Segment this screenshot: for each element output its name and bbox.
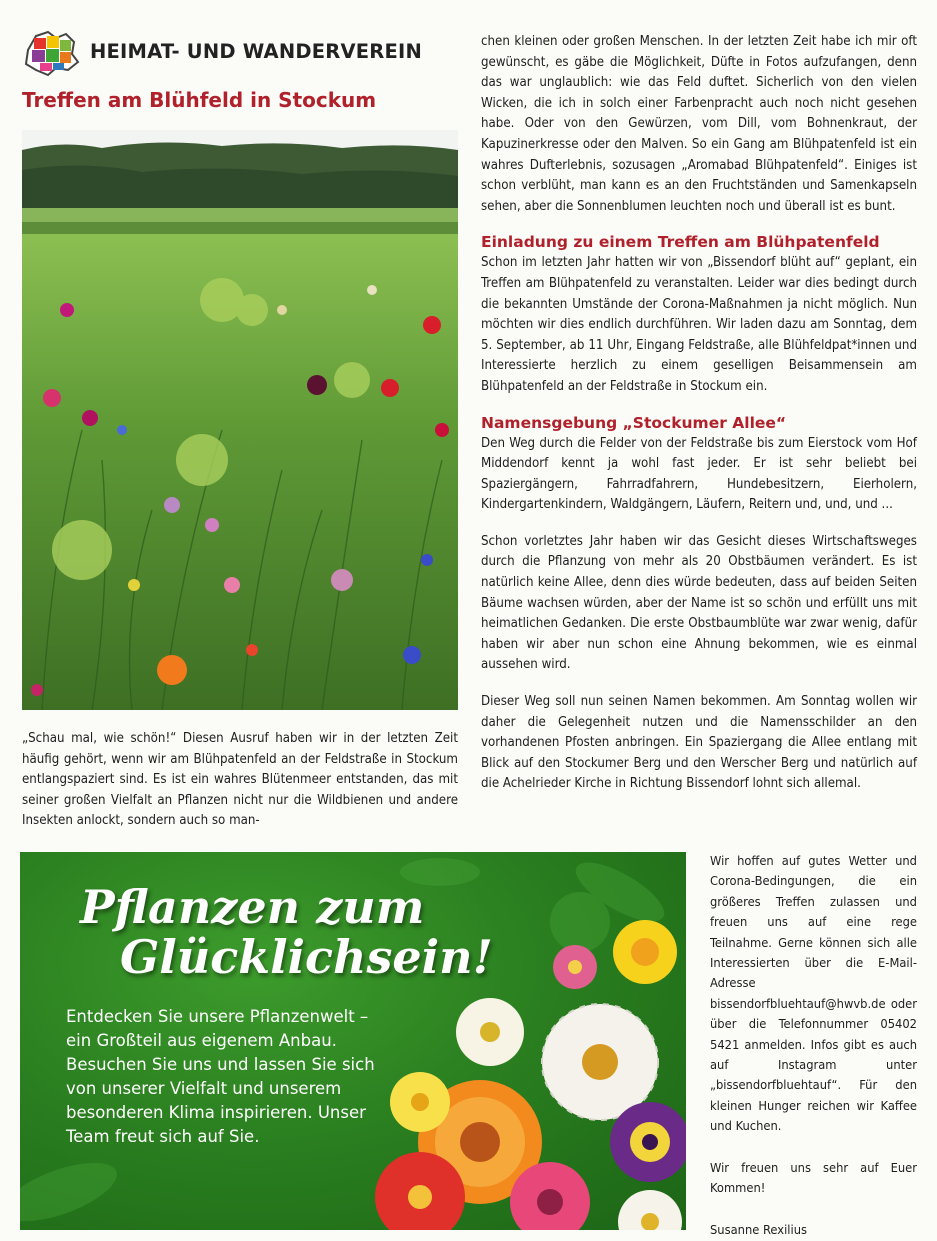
ad-body-text: Entdecken Sie unsere Pflanzenwelt – ein Großteil aus eigenem Anbau. Besuchen Sie uns und lassen Sie sich von unserer Vielfalt und unserem besonderen Klima inspirieren. Unser Team freut sich auf Sie. [66,1007,375,1146]
flower-field-photo [22,130,458,710]
region-map-logo-icon [22,28,80,78]
section-text-naming-2: Schon vorletztes Jahr haben wir das Gesicht dieses Wirtschaftsweges durch die Pflanzung von mehr als 20 Obstbäumen verändert. Es ist natürlich keine Allee, denn dies würde bedeuten, dass auf beiden Seiten Bäume wachsen würden, aber der Name ist so schön und erfüllt uns mit heimatlichen Gedanken. Die erste Obstbaumblüte war zwar wenig, dafür haben wir aber nun schon eine Ahnung bekommen, wie es einmal aussehen wird. [481,533,917,673]
section-text-invitation: Schon im letzten Jahr hatten wir von „Bissendorf blüht auf“ geplant, ein Treffen am Blühpatenfeld zu veranstalten. Leider war dies bedingt durch die bekannten Umstände der Corona-Maßnahmen ja nicht möglich. Nun möchten wir dies endlich durchführen. Wir laden dazu am Sonntag, dem 5. September, ab 11 Uhr, Eingang Feldstraße, alle Blühfeldpat*innen und Interessierte herzlich zu einem geselligen Beisammensein am Blühpatenfeld an der Feldstraße in Stockum ein. [481,255,917,394]
section-heading-naming: Namensgebung „Stockumer Allee“ [481,413,787,432]
closing-column [710,852,917,1241]
section-text-naming-1: Den Weg durch die Felder von der Feldstraße bis zum Eierstock vom Hof Middendorf kennt ja wohl fast jeder. Er ist sehr beliebt bei Spaziergängern, Fahrradfahrern, Hundebesitzern, Eierholern, Kindergartenkindern, Waldgängern, Läufern, Reitern und, und, und ... [481,435,917,513]
section-naming [481,414,917,516]
author-signature: Susanne Rexilius [710,1222,807,1238]
right-column [481,32,917,811]
section-text-naming-3: Dieser Weg soll nun seinen Namen bekommen. Am Sonntag wollen wir daher die Gelegenheit nutzen und die Namensschilder an den vorhandenen Pfosten anbringen. Ein Spaziergang die Allee entlang mit Blick auf den Stockumer Berg und den Werscher Berg und natürlich auf die Achelrieder Kirche in Richtung Bissendorf lohnt sich allemal. [481,694,917,792]
section-heading-invitation: Einladung zu einem Treffen am Blühpatenfeld [481,233,880,252]
garden-center-ad [20,852,686,1230]
flower-bouquet-image [350,912,686,1230]
closing-paragraph: Wir hoffen auf gutes Wetter und Corona-Bedingungen, die ein größeres Treffen zulassen und freuen uns auf eine rege Teilnahme. Gerne können sich alle Interessierten über die E-Mail-Adresse bissendorfbluehtauf@hwvb.de oder über die Telefonnummer 05402 5421 anmelden. Infos gibt es auch auf Instagram unter „bissendorfbluehtauf“. Für den kleinen Hunger reichen wir Kaffee und Kuchen. [710,854,917,1135]
ad-title-line2: Glücklichsein! [120,930,493,984]
continuation-paragraph: chen kleinen oder großen Menschen. In der letzten Zeit habe ich mir oft gewünscht, es gäbe die Möglichkeit, Düfte in Fotos aufzufangen, denn das war unglaublich: wie das Feld duftet. Sicherlich von den vielen Wicken, die ich in solch einer Farbenpracht auch noch nicht gesehen habe. Oder von den Gewürzen, vom Dill, vom Bohnenkraut, der Kapuzinerkresse oder den Malven. So ein Gang am Blühpatenfeld ist ein wahres Dufterlebnis, sozusagen „Aromabad Blühpatenfeld“. Einiges ist schon verblüht, man kann es an den Fruchtständen und Samenkapseln sehen, aber die Sonnenblumen leuchten noch und überall ist es bunt. [481,34,917,214]
section-invitation [481,233,917,397]
intro-paragraph: „Schau mal, wie schön!“ Diesen Ausruf haben wir in der letzten Zeit häufig gehört, wenn wir am Blühpatenfeld an der Feldstraße in Stockum entlangspaziert sind. Es ist ein wahres Blütenmeer entstanden, das mit seiner großen Vielfalt an Pflanzen nicht nur die Wildbienen und andere Insekten anlockt, sondern auch so man- [22,731,458,829]
closing-thanks: Wir freuen uns sehr auf Euer Kommen! [710,1160,917,1197]
ad-title-line1: Pflanzen zum [80,880,425,934]
article-title: Treffen am Blühfeld in Stockum [22,88,377,112]
org-name: HEIMAT- UND WANDERVEREIN [90,40,423,63]
